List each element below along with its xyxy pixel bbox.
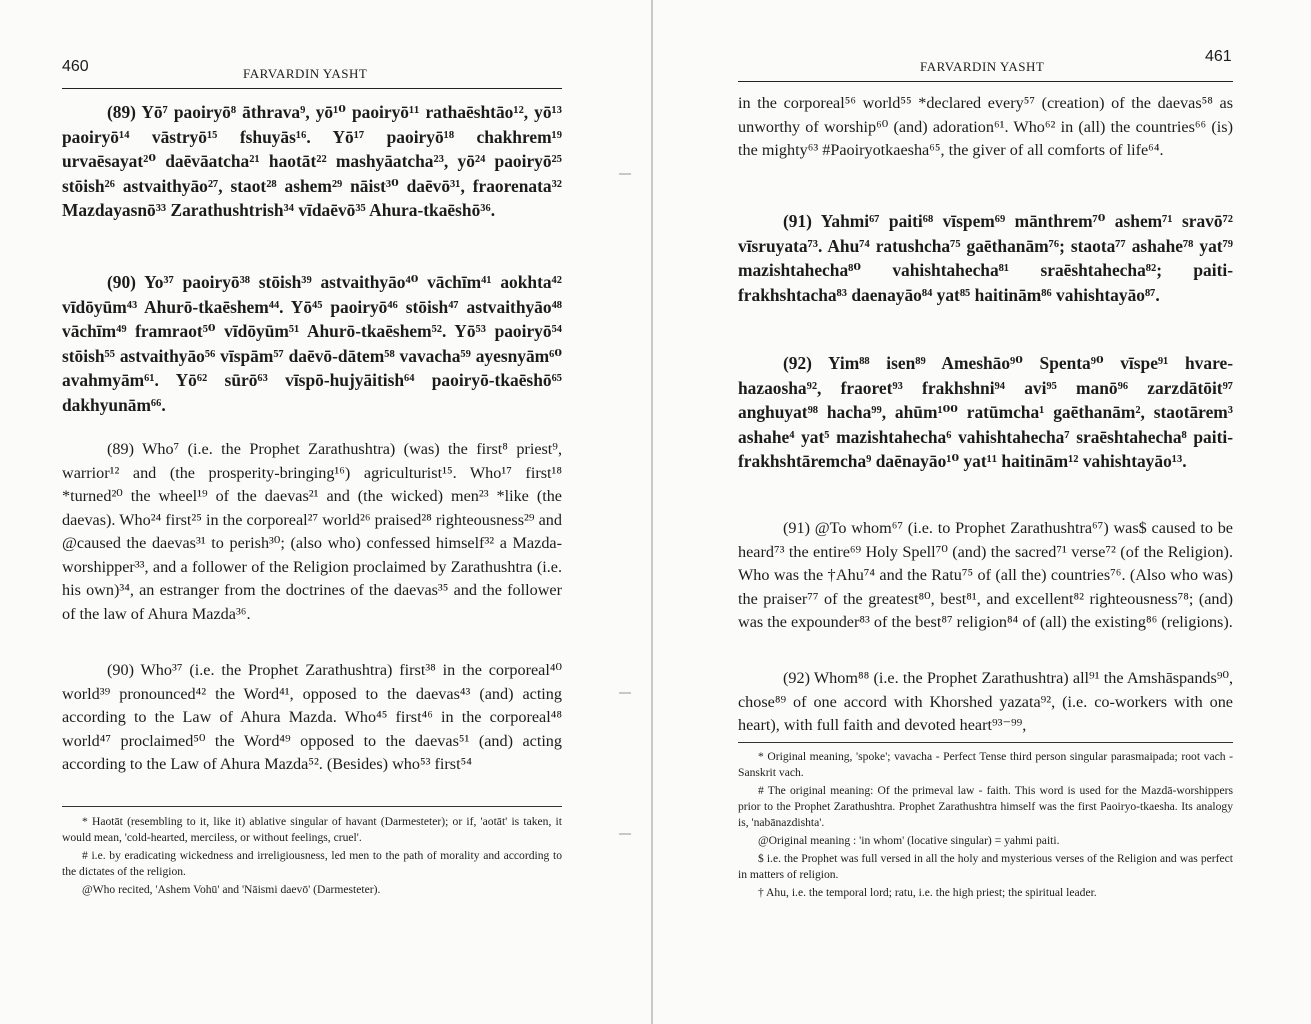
running-head: FARVARDIN YASHT bbox=[243, 66, 368, 81]
footnote: # The original meaning: Of the primeval law - faith. This word is used for the Mazdā-worshippers prior to the Prophet Zarathushtra. Prophet Zarathushtra himself was the first Paoiryo-tkaesha. Its analogy is, 'nabānazdishta'. bbox=[738, 784, 1233, 829]
left-page bbox=[0, 0, 652, 1024]
verse-92-translation: (92) Whom⁸⁸ (i.e. the Prophet Zarathushtra) all⁹¹ the Amshāspands⁹⁰, chose⁸⁹ of one accord with Khorshed yazata⁹², (i.e. co-workers with one heart), with full faith and devoted heart⁹³⁻⁹⁹, bbox=[738, 669, 1233, 734]
page-number: 461 bbox=[1205, 48, 1232, 65]
footnotes bbox=[738, 749, 1233, 903]
footnote: $ i.e. the Prophet was full versed in all the holy and mysterious verses of the Religion and was perfect in matters of religion. bbox=[738, 852, 1233, 881]
footnote: # i.e. by eradicating wickedness and irreligiousness, led men to the path of morality and according to the dictates of the religion. bbox=[62, 849, 562, 878]
footnote: * Haotāt (resembling to it, like it) ablative singular of havant (Darmesteter); or if, 'aotāt' is taken, it would mean, 'cold-hearted, merciless, or without feelings, cruel'. bbox=[62, 815, 562, 844]
verse-91-avestan: (91) Yahmi⁶⁷ paiti⁶⁸ vīspem⁶⁹ mānthrem⁷⁰ ashem⁷¹ sravō⁷² vīsruyata⁷³. Ahu⁷⁴ ratushcha⁷⁵ gaēthanām⁷⁶; staota⁷⁷ ashahe⁷⁸ yat⁷⁹ mazishtahecha⁸⁰ vahishtahecha⁸¹ sraēshtahecha⁸²; paiti-frakhshtacha⁸³ daenayāo⁸⁴ yat⁸⁵ haitinām⁸⁶ vahishtayāo⁸⁷. bbox=[738, 211, 1233, 305]
footnote-rule bbox=[738, 742, 1233, 743]
footnote-rule bbox=[62, 806, 562, 807]
verse-90-translation-continued: in the corporeal⁵⁶ world⁵⁵ *declared every⁵⁷ (creation) of the daevas⁵⁸ as unworthy of worship⁶⁰ (and) adoration⁶¹. Who⁶² in (all) the countries⁶⁶ (is) the mighty⁶³ #Paoiryotkaesha⁶⁵, the giver of all comforts of life⁶⁴. bbox=[738, 94, 1233, 159]
header-rule bbox=[62, 88, 562, 89]
running-head: FARVARDIN YASHT bbox=[920, 59, 1045, 74]
right-page bbox=[652, 0, 1311, 1024]
verse-91-translation: (91) @To whom⁶⁷ (i.e. to Prophet Zarathushtra⁶⁷) was$ caused to be heard⁷³ the entire⁶⁹ Holy Spell⁷⁰ (and) the sacred⁷¹ verse⁷² (of the Religion). Who was the †Ahu⁷⁴ and the Ratu⁷⁵ of (all the) countries⁷⁶. (Also who was) the praiser⁷⁷ of the greatest⁸⁰, best⁸¹, and excellent⁸² righteousness⁷⁸; (and) was the expounder⁸³ of the best⁸⁷ religion⁸⁴ of (all) the existing⁸⁶ (religions). bbox=[738, 519, 1233, 631]
verse-89-avestan: (89) Yō⁷ paoiryō⁸ āthrava⁹, yō¹⁰ paoiryō¹¹ rathaēshtāo¹², yō¹³ paoiryō¹⁴ vāstryō¹⁵ fshuyās¹⁶. Yō¹⁷ paoiryō¹⁸ chakhrem¹⁹ urvaēsayat²⁰ daēvāatcha²¹ haotāt²² mashyāatcha²³, yō²⁴ paoiryō²⁵ stōish²⁶ astvaithyāo²⁷, staot²⁸ ashem²⁹ nāist³⁰ daēvō³¹, fraorenata³² Mazdayasnō³³ Zarathushtrish³⁴ vīdaēvō³⁵ Ahura-tkaēshō³⁶. bbox=[62, 102, 562, 220]
verse-90-avestan: (90) Yo³⁷ paoiryō³⁸ stōish³⁹ astvaithyāo⁴⁰ vāchīm⁴¹ aokhta⁴² vīdōyūm⁴³ Ahurō-tkaēshem⁴⁴. Yō⁴⁵ paoiryō⁴⁶ stōish⁴⁷ astvaithyāo⁴⁸ vāchīm⁴⁹ framraot⁵⁰ vīdōyūm⁵¹ Ahurō-tkaēshem⁵². Yō⁵³ paoiryō⁵⁴ stōish⁵⁵ astvaithyāo⁵⁶ vīspām⁵⁷ daēvō-dātem⁵⁸ vavacha⁵⁹ ayesnyām⁶⁰ avahmyām⁶¹. Yō⁶² sūrō⁶³ vīspō-hujyāitish⁶⁴ paoiryō-tkaēshō⁶⁵ dakhyunām⁶⁶. bbox=[62, 272, 562, 415]
header-rule bbox=[738, 81, 1233, 82]
verse-90-translation: (90) Who³⁷ (i.e. the Prophet Zarathushtra) first³⁸ in the corporeal⁴⁰ world³⁹ pronounced⁴² the Word⁴¹, opposed to the daevas⁴³ (and) acting according to the Law of Ahura Mazda. Who⁴⁵ first⁴⁶ in the corporeal⁴⁸ world⁴⁷ proclaimed⁵⁰ the Word⁴⁹ opposed to the daevas⁵¹ (and) acting according to the Law of Ahura Mazda⁵². (Besides) who⁵³ first⁵⁴ bbox=[62, 661, 562, 773]
page-number: 460 bbox=[62, 58, 89, 75]
verse-92-avestan: (92) Yim⁸⁸ isen⁸⁹ Ameshāo⁹⁰ Spenta⁹⁰ vīspe⁹¹ hvare-hazaosha⁹², fraoret⁹³ frakhshni⁹⁴ avi⁹⁵ manō⁹⁶ zarzdātōit⁹⁷ anghuyat⁹⁸ hacha⁹⁹, ahūm¹⁰⁰ ratūmcha¹ gaēthanām², staotārem³ ashahe⁴ yat⁵ mazishtahecha⁶ vahishtahecha⁷ sraēshtahecha⁸ paiti-frakhshtāremcha⁹ daēnayāo¹⁰ yat¹¹ haitinām¹² vahishtayāo¹³. bbox=[738, 353, 1233, 471]
footnote: @Who recited, 'Ashem Vohū' and 'Nāismi daevō' (Darmesteter). bbox=[82, 883, 381, 896]
footnotes bbox=[62, 814, 562, 900]
footnote: @Original meaning : 'in whom' (locative singular) = yahmi paiti. bbox=[758, 834, 1060, 847]
footnote: * Original meaning, 'spoke'; vavacha - Perfect Tense third person singular parasmaipada; root vach - Sanskrit vach. bbox=[738, 750, 1233, 779]
verse-89-translation: (89) Who⁷ (i.e. the Prophet Zarathushtra) (was) the first⁸ priest⁹, warrior¹² and (the prosperity-bringing¹⁶) agriculturist¹⁵. Who¹⁷ first¹⁸ *turned²⁰ the wheel¹⁹ of the daevas²¹ and (the wicked) men²³ *like (the daevas). Who²⁴ first²⁵ in the corporeal²⁷ world²⁶ praised²⁸ righteousness²⁹ and @caused the daevas³¹ to perish³⁰; (also who) confessed himself³² a Mazda-worshipper³³, and a follower of the Religion proclaimed by Zarathushtra (i.e. his own)³⁴, an estranger from the doctrines of the daevas³⁵ and the follower of the law of Ahura Mazda³⁶. bbox=[62, 440, 562, 623]
footnote: † Ahu, i.e. the temporal lord; ratu, i.e. the high priest; the spiritual leader. bbox=[758, 886, 1097, 899]
